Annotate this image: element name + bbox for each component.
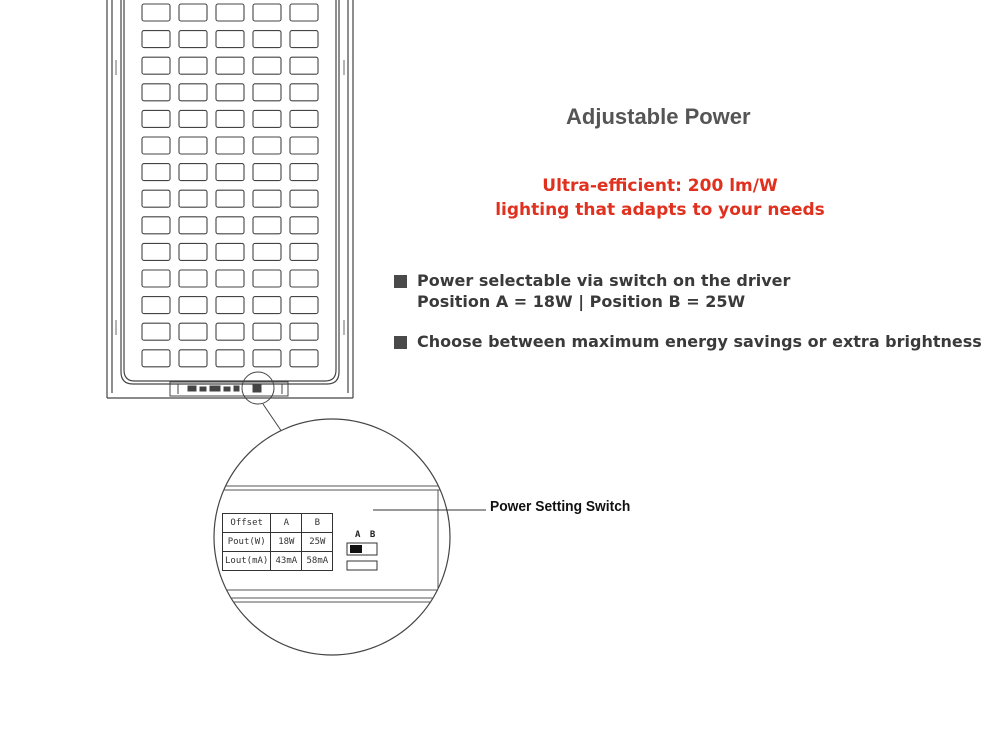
led-module: [290, 243, 318, 260]
led-module: [216, 137, 244, 154]
led-module: [253, 4, 281, 21]
led-module: [290, 4, 318, 21]
led-module: [179, 137, 207, 154]
led-grid: [142, 4, 318, 367]
led-module: [290, 350, 318, 367]
panel-frame: [107, 0, 353, 398]
led-module: [290, 110, 318, 127]
led-module: [179, 190, 207, 207]
led-module: [216, 270, 244, 287]
led-module: [179, 350, 207, 367]
table-cell: 58mA: [302, 552, 333, 571]
led-module: [142, 243, 170, 260]
led-module: [253, 57, 281, 74]
led-module: [179, 110, 207, 127]
table-cell: B: [302, 514, 333, 533]
led-module: [253, 190, 281, 207]
led-module: [253, 217, 281, 234]
led-module: [253, 110, 281, 127]
led-module: [290, 270, 318, 287]
led-module: [142, 217, 170, 234]
led-module: [290, 137, 318, 154]
table-row: [223, 533, 333, 552]
led-module: [253, 137, 281, 154]
led-module: [179, 217, 207, 234]
led-module: [290, 164, 318, 181]
led-module: [142, 137, 170, 154]
power-switch-label: Power Setting Switch: [490, 498, 631, 515]
led-module: [216, 190, 244, 207]
table-cell: A: [271, 514, 302, 533]
led-module: [142, 350, 170, 367]
led-module: [179, 57, 207, 74]
led-module: [216, 323, 244, 340]
table-row: [223, 514, 333, 533]
table-cell: 18W: [271, 533, 302, 552]
led-module: [253, 350, 281, 367]
led-module: [216, 4, 244, 21]
led-module: [216, 110, 244, 127]
led-module: [253, 31, 281, 48]
led-module: [179, 243, 207, 260]
led-module: [179, 297, 207, 314]
led-module: [216, 297, 244, 314]
led-module: [253, 164, 281, 181]
led-module: [216, 57, 244, 74]
square-bullet-icon: [394, 275, 407, 288]
led-module: [142, 57, 170, 74]
led-module: [179, 164, 207, 181]
power-spec-table: [222, 513, 333, 571]
led-module: [253, 270, 281, 287]
led-module: [253, 323, 281, 340]
led-module: [253, 84, 281, 101]
led-module: [290, 57, 318, 74]
led-module: [142, 297, 170, 314]
feature-text: Choose between maximum energy savings or extra brightness: [417, 332, 982, 351]
efficiency-headline: [470, 174, 850, 222]
led-module: [142, 84, 170, 101]
led-module: [179, 270, 207, 287]
feature-list: [394, 270, 994, 371]
led-module: [253, 297, 281, 314]
led-module: [290, 217, 318, 234]
led-module: [179, 84, 207, 101]
led-module: [216, 164, 244, 181]
led-module: [216, 84, 244, 101]
table-cell: 43mA: [271, 552, 302, 571]
led-module: [216, 217, 244, 234]
page-title: Adjustable Power: [566, 104, 751, 129]
led-module: [290, 31, 318, 48]
square-bullet-icon: [394, 336, 407, 349]
table-cell: Pout(W): [223, 533, 271, 552]
led-module: [142, 110, 170, 127]
led-module: [290, 190, 318, 207]
led-module: [142, 164, 170, 181]
feature-text: Power selectable via switch on the driver: [417, 271, 791, 290]
led-module: [253, 243, 281, 260]
table-row: [223, 552, 333, 571]
led-module: [216, 31, 244, 48]
led-module: [179, 31, 207, 48]
feature-item: [394, 331, 994, 352]
led-module: [179, 4, 207, 21]
headline-line-2: lighting that adapts to your needs: [495, 200, 825, 220]
led-module: [290, 297, 318, 314]
led-module: [216, 243, 244, 260]
switch-position-labels: A B: [355, 530, 378, 540]
led-module: [290, 323, 318, 340]
led-module: [142, 323, 170, 340]
feature-subtext: Position A = 18W | Position B = 25W: [417, 292, 746, 311]
led-module: [142, 190, 170, 207]
table-cell: Offset: [223, 514, 271, 533]
led-module: [142, 270, 170, 287]
table-cell: Lout(mA): [223, 552, 271, 571]
led-module: [290, 84, 318, 101]
headline-line-1: Ultra-efficient: 200 lm/W: [542, 176, 778, 196]
feature-item: [394, 270, 994, 312]
led-module: [216, 350, 244, 367]
led-module: [179, 323, 207, 340]
table-cell: 25W: [302, 533, 333, 552]
led-module: [142, 31, 170, 48]
led-module: [142, 4, 170, 21]
